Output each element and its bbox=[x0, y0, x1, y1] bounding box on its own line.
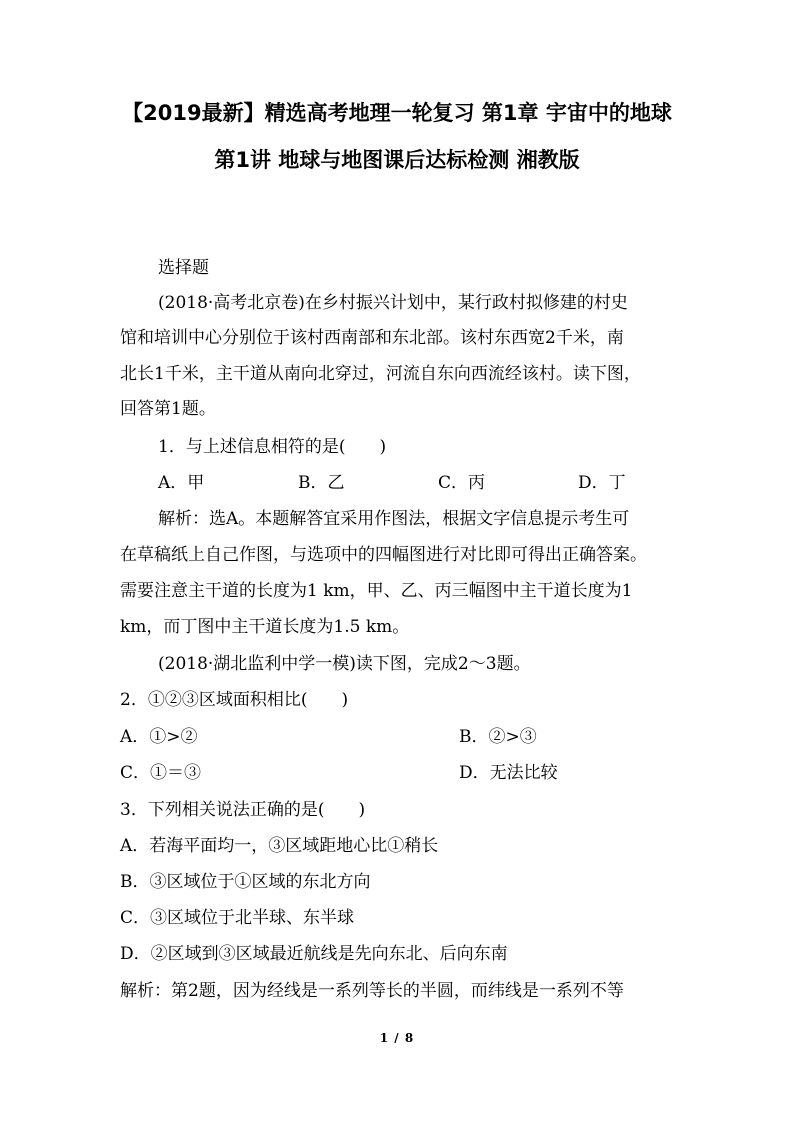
question-3-option-c: C．③区域位于北半球、东半球 bbox=[120, 908, 355, 928]
intro-line: 北长1千米，主干道从南向北穿过，河流自东向西流经该村。读下图， bbox=[120, 364, 641, 384]
question-2-stem: 2．①②③区域面积相比( ) bbox=[120, 690, 349, 710]
question-3-option-a: A．若海平面均一，③区域距地心比①稍长 bbox=[120, 836, 439, 856]
analysis-1-line: 解析：选A。本题解答宜采用作图法，根据文字信息提示考生可 bbox=[158, 509, 630, 529]
question-1-option-d: D．丁 bbox=[578, 473, 626, 493]
question-3-option-d: D．②区域到③区域最近航线是先向东北、后向东南 bbox=[120, 944, 508, 964]
analysis-1-line: 在草稿纸上自己作图，与选项中的四幅图进行对比即可得出正确答案。 bbox=[120, 545, 647, 565]
intro-line: 回答第1题。 bbox=[120, 399, 216, 419]
question-2-option-a: A．①>② bbox=[120, 727, 198, 747]
analysis-2-line: 解析：第2题，因为经线是一系列等长的半圆，而纬线是一系列不等 bbox=[120, 981, 624, 1001]
question-1-stem: 1．与上述信息相符的是( ) bbox=[158, 437, 387, 457]
question-2-option-b: B．②>③ bbox=[459, 727, 537, 747]
title-line-2: 第1讲 地球与地图课后达标检测 湘教版 bbox=[214, 148, 580, 172]
question-1-option-b: B．乙 bbox=[298, 473, 345, 493]
section-heading: 选择题 bbox=[158, 258, 209, 278]
question-2-option-c: C．①＝③ bbox=[120, 763, 202, 783]
question-3-stem: 3．下列相关说法正确的是( ) bbox=[120, 800, 366, 820]
title-line-1: 【2019最新】精选高考地理一轮复习 第1章 宇宙中的地球 bbox=[122, 101, 672, 125]
page-number: 1 / 8 bbox=[379, 1031, 415, 1045]
analysis-1-line: 需要注意主干道的长度为1 km，甲、乙、丙三幅图中主干道长度为1 bbox=[120, 581, 633, 601]
intro-line: 馆和培训中心分别位于该村西南部和东北部。该村东西宽2千米，南 bbox=[120, 328, 624, 348]
question-3-option-b: B．③区域位于①区域的东北方向 bbox=[120, 872, 371, 892]
intro-line: (2018·高考北京卷)在乡村振兴计划中，某行政村拟修建的村史 bbox=[158, 293, 628, 313]
question-2-option-d: D．无法比较 bbox=[459, 763, 558, 783]
question-1-option-a: A．甲 bbox=[158, 473, 205, 493]
source-2: (2018·湖北监利中学一模)读下图，完成2～3题。 bbox=[158, 654, 531, 674]
analysis-1-line: km，而丁图中主干道长度为1.5 km。 bbox=[120, 617, 410, 637]
question-1-option-c: C．丙 bbox=[438, 473, 486, 493]
